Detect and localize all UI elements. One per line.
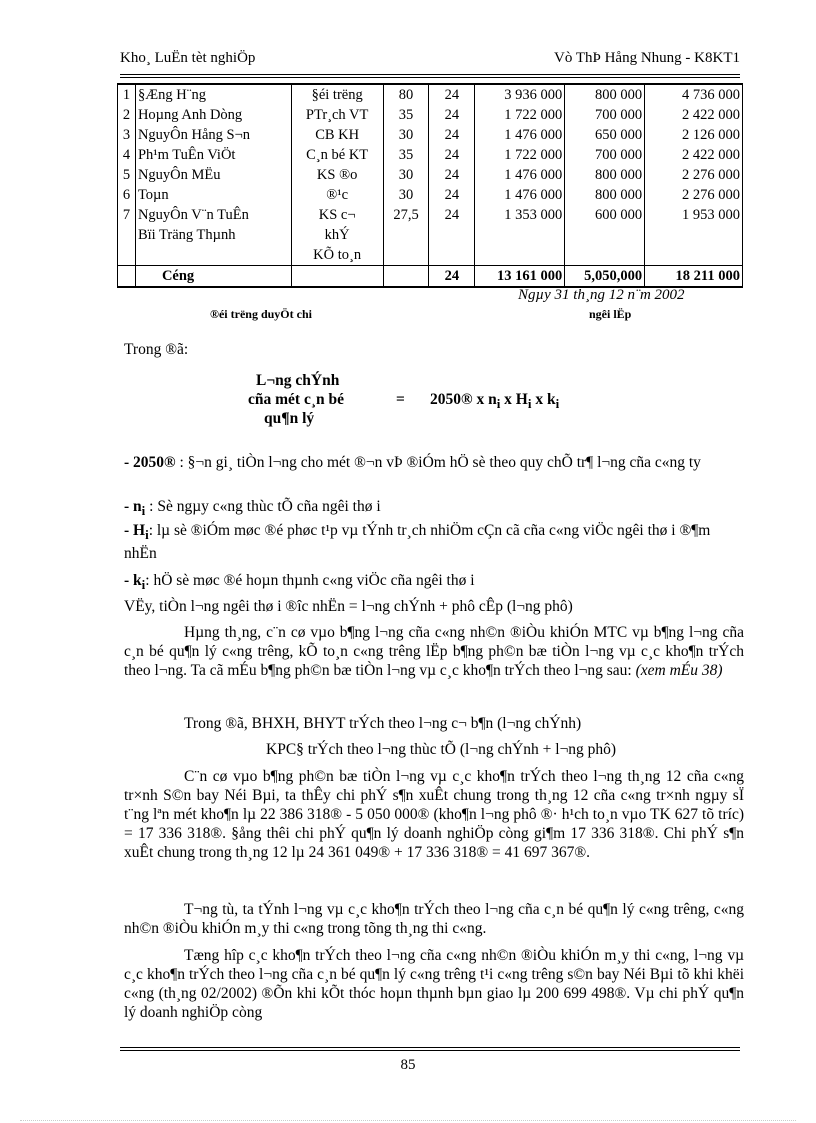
formula-lhs-line2: cña mét c¸n bé [248, 391, 344, 408]
definition-text: : hÖ sè møc ®é hoµn thµnh c«ng viÖc cña ngêi thø i [145, 572, 475, 589]
table-cell: khÝ [291, 225, 383, 245]
definition-term-main: - n [124, 498, 142, 515]
table-total-cell [383, 266, 429, 288]
definition-hi [124, 521, 744, 563]
table-total-row [118, 266, 743, 288]
table-cell: KÕ to¸n [291, 245, 383, 266]
table-cell [565, 245, 645, 266]
definition-text: : Sè ngµy c«ng thùc tÕ cña ngêi thø i [145, 498, 381, 515]
table-cell: 2 422 000 [645, 105, 743, 125]
table-cell: 800 000 [565, 84, 645, 105]
date-line: Ngµy 31 th¸ng 12 n¨m 2002 [518, 287, 685, 303]
paragraph-5: C¨n cø vµo b¶ng ph©n bæ tiÒn l¬ng vµ c¸c kho¶n trÝch theo l¬ng th¸ng 12 cña c«ng tr×nh S©n bay Néi Bµi, ta thÊy chi phÝ s¶n xuÊt chung trong th¸ng 12 cña c«ng tr×nh ngµy sÏ t¨ng lªn mét kho¶n lµ 22 386 318® - 5 050 000® (kho¶n l¬ng phô ®· h¹ch to¸n vµo TK 627 tõ tríc) = 17 336 318®. §ång thêi chi phÝ qu¶n lý doanh nghiÖp còng gi¶m 17 336 318®. Chi phÝ s¶n xuÊt chung trong th¸ng 12 lµ 24 361 049® + 17 336 318® = 41 697 367®. [124, 768, 744, 861]
table-cell [118, 225, 136, 245]
table-cell [645, 245, 743, 266]
table-cell [118, 245, 136, 266]
paragraph-3: Trong ®ã, BHXH, BHYT trÝch theo l¬ng c¬ b¶n (l¬ng chÝnh) [184, 715, 582, 732]
formula-rhs-b: x H [500, 391, 528, 408]
table-cell: 650 000 [565, 125, 645, 145]
signature-right: ngêi lËp [589, 307, 632, 321]
definition-term [124, 572, 146, 593]
definition-2050 [124, 453, 744, 472]
table-cell: §Æng H¨ng [135, 84, 291, 105]
table-cell: C¸n bé KT [291, 145, 383, 165]
table-cell [383, 225, 429, 245]
header-divider-2 [120, 77, 740, 78]
table-cell: NguyÔn Hång S¬n [135, 125, 291, 145]
table-cell: PTr¸ch VT [291, 105, 383, 125]
table-cell: 1 722 000 [475, 145, 565, 165]
table-cell: 24 [429, 145, 475, 165]
table-cell: 2 276 000 [645, 165, 743, 185]
table-cell: 24 [429, 125, 475, 145]
table-cell: 800 000 [565, 165, 645, 185]
table-cell [135, 245, 291, 266]
table-cell [429, 225, 475, 245]
definition-term-sub: i [141, 503, 146, 519]
table-cell: NguyÔn V¨n TuÊn [135, 205, 291, 225]
paragraph-1: VËy, tiÒn l¬ng ngêi thø i ®îc nhËn = l¬ng chÝnh + phô cÊp (l¬ng phô) [124, 598, 573, 615]
table-cell [645, 225, 743, 245]
table-cell: KS c¬ [291, 205, 383, 225]
signature-left: ®éi trëng duyÖt chi [210, 307, 312, 321]
paragraph-6: T¬ng tù, ta tÝnh l¬ng vµ c¸c kho¶n trÝch theo l¬ng cña c¸n bé qu¶n lý c«ng trêng, c«ng nh©n ®iÒu khiÓn m¸y thi c«ng trong tõng th¸ng thi c«ng. [124, 901, 744, 937]
paragraph-2 [124, 623, 744, 680]
table-cell: 30 [383, 185, 429, 205]
table-cell: 1 [118, 84, 136, 105]
page-header [120, 50, 740, 72]
salary-table [117, 83, 743, 288]
paragraph-7: Tæng hîp c¸c kho¶n trÝch theo l¬ng cña c«ng nh©n ®iÒu khiÓn m¸y thi c«ng, l¬ng vµ c¸c kho¶n trÝch theo l¬ng cña c¸n bé qu¶n lý c«ng trêng t¹i c«ng trêng s©n bay Néi Bµi tõ khi khëi c«ng (th¸ng 02/2002) ®Õn khi kÕt thóc hoµn thµnh bµn giao lµ 200 699 498®. Vµ chi phÝ qu¶n lý doanh nghiÖp còng [124, 947, 744, 1021]
table-row [118, 145, 743, 165]
table-total-cell: 5,050,000 [565, 266, 645, 288]
table-row [118, 225, 743, 245]
definition-text: : lµ sè ®iÓm møc ®é phøc t¹p vµ tÝnh tr¸ch nhiÖm cÇn cã cña c«ng viÖc ngêi thø i ®¶m nhËn [124, 522, 711, 563]
header-divider [120, 74, 740, 75]
table-cell: 600 000 [565, 205, 645, 225]
table-cell: 1 953 000 [645, 205, 743, 225]
table-cell: 30 [383, 165, 429, 185]
table-cell: 35 [383, 145, 429, 165]
header-left-title: Kho¸ LuËn tèt nghiÖp [120, 50, 256, 66]
definition-term [124, 498, 146, 519]
definition-ki [124, 571, 744, 594]
paragraph-4: KPC§ trÝch theo l¬ng thùc tÕ (l¬ng chÝnh + l¬ng phô) [266, 741, 617, 758]
paragraph-2-text: Hµng th¸ng, c¨n cø vµo b¶ng l¬ng cña c«ng nh©n ®iÒu khiÓn MTC vµ b¶ng l¬ng cña c¸n bé qu¶n lý c«ng trêng, kÕ to¸n c«ng trêng lËp b¶ng ph©n bæ tiÒn l¬ng vµ c¸c kho¶n trÝch theo l¬ng. Ta cã mÉu b¶ng ph©n bæ tiÒn l¬ng vµ c¸c kho¶n trÝch theo l¬ng sau: [124, 624, 744, 679]
formula-rhs [430, 390, 559, 413]
table-cell: 80 [383, 84, 429, 105]
table-total-cell [118, 266, 136, 288]
table-cell: NguyÔn MËu [135, 165, 291, 185]
table-total-cell: 24 [429, 266, 475, 288]
table-total-cell [291, 266, 383, 288]
formula-lhs-line1: L¬ng chÝnh [256, 372, 340, 389]
table-cell: 1 476 000 [475, 185, 565, 205]
page-bottom-edge [20, 1120, 796, 1121]
table-cell: 800 000 [565, 185, 645, 205]
table-row [118, 105, 743, 125]
table-cell: 24 [429, 105, 475, 125]
table-cell: 700 000 [565, 105, 645, 125]
table-total-cell: Céng [135, 266, 291, 288]
table-cell [475, 225, 565, 245]
table-cell: 27,5 [383, 205, 429, 225]
formula-lhs-line3: qu¶n lý [264, 410, 315, 427]
definition-term-main: - H [124, 522, 146, 539]
table-cell: 3 [118, 125, 136, 145]
table-row [118, 185, 743, 205]
definition-term-sub: i [141, 577, 146, 593]
table-cell [565, 225, 645, 245]
table-cell: 6 [118, 185, 136, 205]
table-cell: 7 [118, 205, 136, 225]
table-row [118, 125, 743, 145]
formula-lhs [248, 371, 388, 428]
table-cell: KS ®o [291, 165, 383, 185]
table-cell: 1 476 000 [475, 125, 565, 145]
table-cell: 1 476 000 [475, 165, 565, 185]
table-cell: 2 422 000 [645, 145, 743, 165]
definition-term: - 2050® [124, 454, 176, 471]
table-cell: 4 736 000 [645, 84, 743, 105]
table-total-cell: 13 161 000 [475, 266, 565, 288]
table-cell: 1 353 000 [475, 205, 565, 225]
trong-do-label: Trong ®ã: [124, 341, 189, 358]
table-cell: 3 936 000 [475, 84, 565, 105]
table-cell: 4 [118, 145, 136, 165]
formula-sub-2: i [527, 396, 532, 412]
table-cell: Ph¹m TuÊn ViÖt [135, 145, 291, 165]
formula-equals: = [396, 391, 405, 408]
table-row [118, 84, 743, 105]
table-cell: 24 [429, 165, 475, 185]
definition-ni [124, 497, 744, 520]
definition-term-sub: i [145, 527, 149, 543]
definition-term-main: - k [124, 572, 142, 589]
header-right-author: Vò ThÞ Hång Nhung - K8KT1 [554, 50, 740, 66]
table-row [118, 205, 743, 225]
formula-rhs-a: 2050® x n [430, 391, 497, 408]
table-cell: Hoµng Anh Dòng [135, 105, 291, 125]
table-cell [429, 245, 475, 266]
table-row [118, 165, 743, 185]
page-number: 85 [400, 1057, 416, 1073]
definition-text: : §¬n gi¸ tiÒn l¬ng cho mét ®¬n vÞ ®iÓm hÖ sè theo quy chÕ tr¶ l¬ng cña c«ng ty [175, 454, 701, 471]
table-cell: 1 722 000 [475, 105, 565, 125]
table-cell: 2 276 000 [645, 185, 743, 205]
table-cell: ®¹c [291, 185, 383, 205]
table-cell: 2 [118, 105, 136, 125]
table-cell [475, 245, 565, 266]
table-cell: §éi trëng [291, 84, 383, 105]
table-cell: 24 [429, 205, 475, 225]
table-cell: 30 [383, 125, 429, 145]
paragraph-2-italic: (xem mÉu 38) [635, 662, 723, 679]
footer-divider [120, 1047, 740, 1051]
formula-sub-1: i [496, 396, 501, 412]
table-row [118, 245, 743, 266]
table-cell: CB KH [291, 125, 383, 145]
table-cell [383, 245, 429, 266]
table-cell: 5 [118, 165, 136, 185]
table-cell: 24 [429, 84, 475, 105]
table-cell: 700 000 [565, 145, 645, 165]
definition-term [124, 522, 149, 543]
formula-rhs-c: x k [531, 391, 556, 408]
table-cell: Toµn [135, 185, 291, 205]
table-cell: 24 [429, 185, 475, 205]
formula-sub-3: i [555, 396, 560, 412]
table-cell: 35 [383, 105, 429, 125]
table-total-cell: 18 211 000 [645, 266, 743, 288]
table-cell: Bïi Träng Thµnh [135, 225, 291, 245]
table-cell: 2 126 000 [645, 125, 743, 145]
